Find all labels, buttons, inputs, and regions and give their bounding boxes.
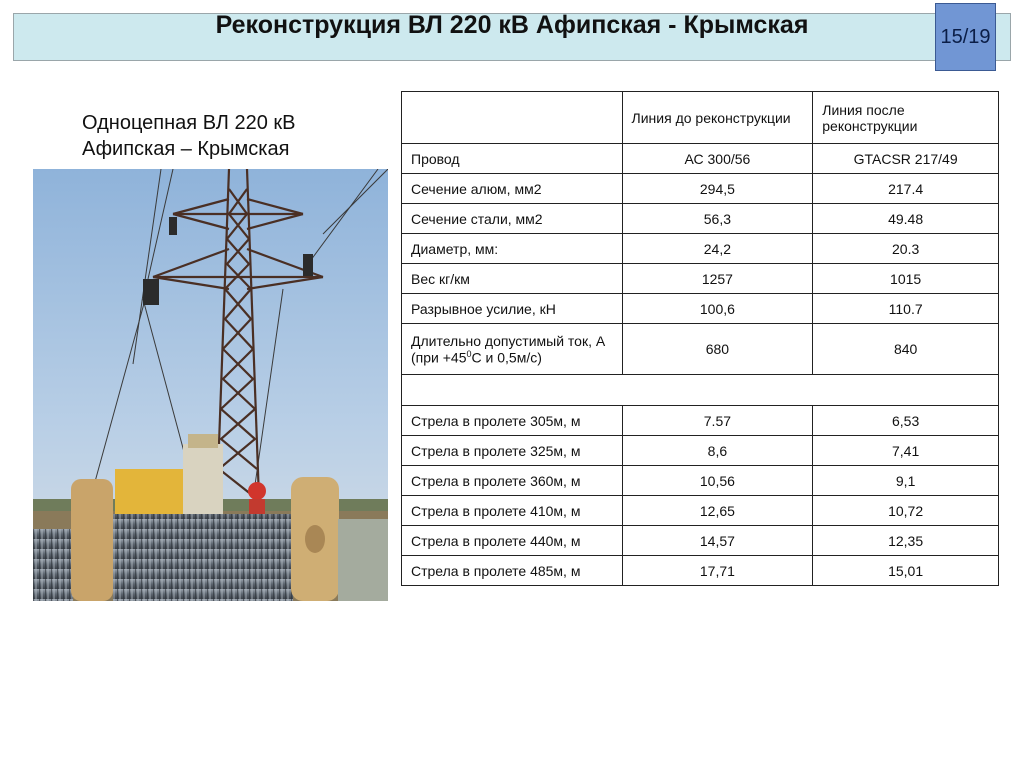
value-after: 10,72 [813, 496, 999, 526]
value-after: 12,35 [813, 526, 999, 556]
row-label: Стрела в пролете 325м, м [402, 436, 623, 466]
value-before: 1257 [622, 264, 813, 294]
page-number-badge: 15/19 [935, 3, 996, 71]
value-before: 24,2 [622, 234, 813, 264]
table-row [402, 234, 999, 264]
table-row [402, 294, 999, 324]
table-spacer-row [402, 375, 999, 406]
value-before: 10,56 [622, 466, 813, 496]
value-before: 680 [622, 324, 813, 375]
value-after: 1015 [813, 264, 999, 294]
value-before: 8,6 [622, 436, 813, 466]
row-label: Стрела в пролете 305м, м [402, 406, 623, 436]
value-before: 17,71 [622, 556, 813, 586]
row-label: Стрела в пролете 410м, м [402, 496, 623, 526]
slide-title: Реконструкция ВЛ 220 кВ Афипская - Крымская [215, 11, 809, 39]
value-after: 110.7 [813, 294, 999, 324]
row-label [402, 324, 623, 375]
caption-line-2: Афипская – Крымская [82, 138, 290, 160]
value-before: 12,65 [622, 496, 813, 526]
table-row [402, 556, 999, 586]
row-label: Стрела в пролете 440м, м [402, 526, 623, 556]
row-label: Разрывное усилие, кН [402, 294, 623, 324]
value-after: 217.4 [813, 174, 999, 204]
row-label: Вес кг/км [402, 264, 623, 294]
table-header-cell [402, 92, 623, 144]
value-after: 20.3 [813, 234, 999, 264]
table-row [402, 496, 999, 526]
value-before: 100,6 [622, 294, 813, 324]
value-before: 56,3 [622, 204, 813, 234]
value-before: АС 300/56 [622, 144, 813, 174]
caption-line-1: Одноцепная ВЛ 220 кВ [82, 112, 296, 134]
value-after: 840 [813, 324, 999, 375]
value-after: 15,01 [813, 556, 999, 586]
row-label: Провод [402, 144, 623, 174]
table-header-cell: Линия до реконструкции [622, 92, 813, 144]
table-row [402, 526, 999, 556]
value-before: 294,5 [622, 174, 813, 204]
table-row [402, 174, 999, 204]
row-label: Диаметр, мм: [402, 234, 623, 264]
value-after: 7,41 [813, 436, 999, 466]
row-label-superscript: 0 [466, 348, 472, 359]
table-row [402, 264, 999, 294]
value-after: 9,1 [813, 466, 999, 496]
table-row [402, 406, 999, 436]
row-label: Стрела в пролете 360м, м [402, 466, 623, 496]
table-row [402, 324, 999, 375]
power-line-photo [33, 169, 388, 601]
value-before: 14,57 [622, 526, 813, 556]
row-label: Стрела в пролете 485м, м [402, 556, 623, 586]
spacer-cell [402, 375, 999, 406]
table-row [402, 466, 999, 496]
value-before: 7.57 [622, 406, 813, 436]
table-row [402, 436, 999, 466]
table-row [402, 204, 999, 234]
row-label: Сечение стали, мм2 [402, 204, 623, 234]
power-line-tower-with-cable-drums-photo [33, 169, 388, 601]
table-row [402, 144, 999, 174]
table-header-row [402, 92, 999, 144]
value-after: GTACSR 217/49 [813, 144, 999, 174]
conductor-comparison-table [401, 91, 999, 586]
value-after: 49.48 [813, 204, 999, 234]
row-label: Сечение алюм, мм2 [402, 174, 623, 204]
row-label-part: С и 0,5м/с) [471, 349, 542, 366]
row-label-part: Длительно допустимый ток, А (при +45 [411, 332, 606, 366]
value-after: 6,53 [813, 406, 999, 436]
table-header-cell: Линия после реконструкции [813, 92, 999, 144]
photo-caption [82, 110, 382, 162]
